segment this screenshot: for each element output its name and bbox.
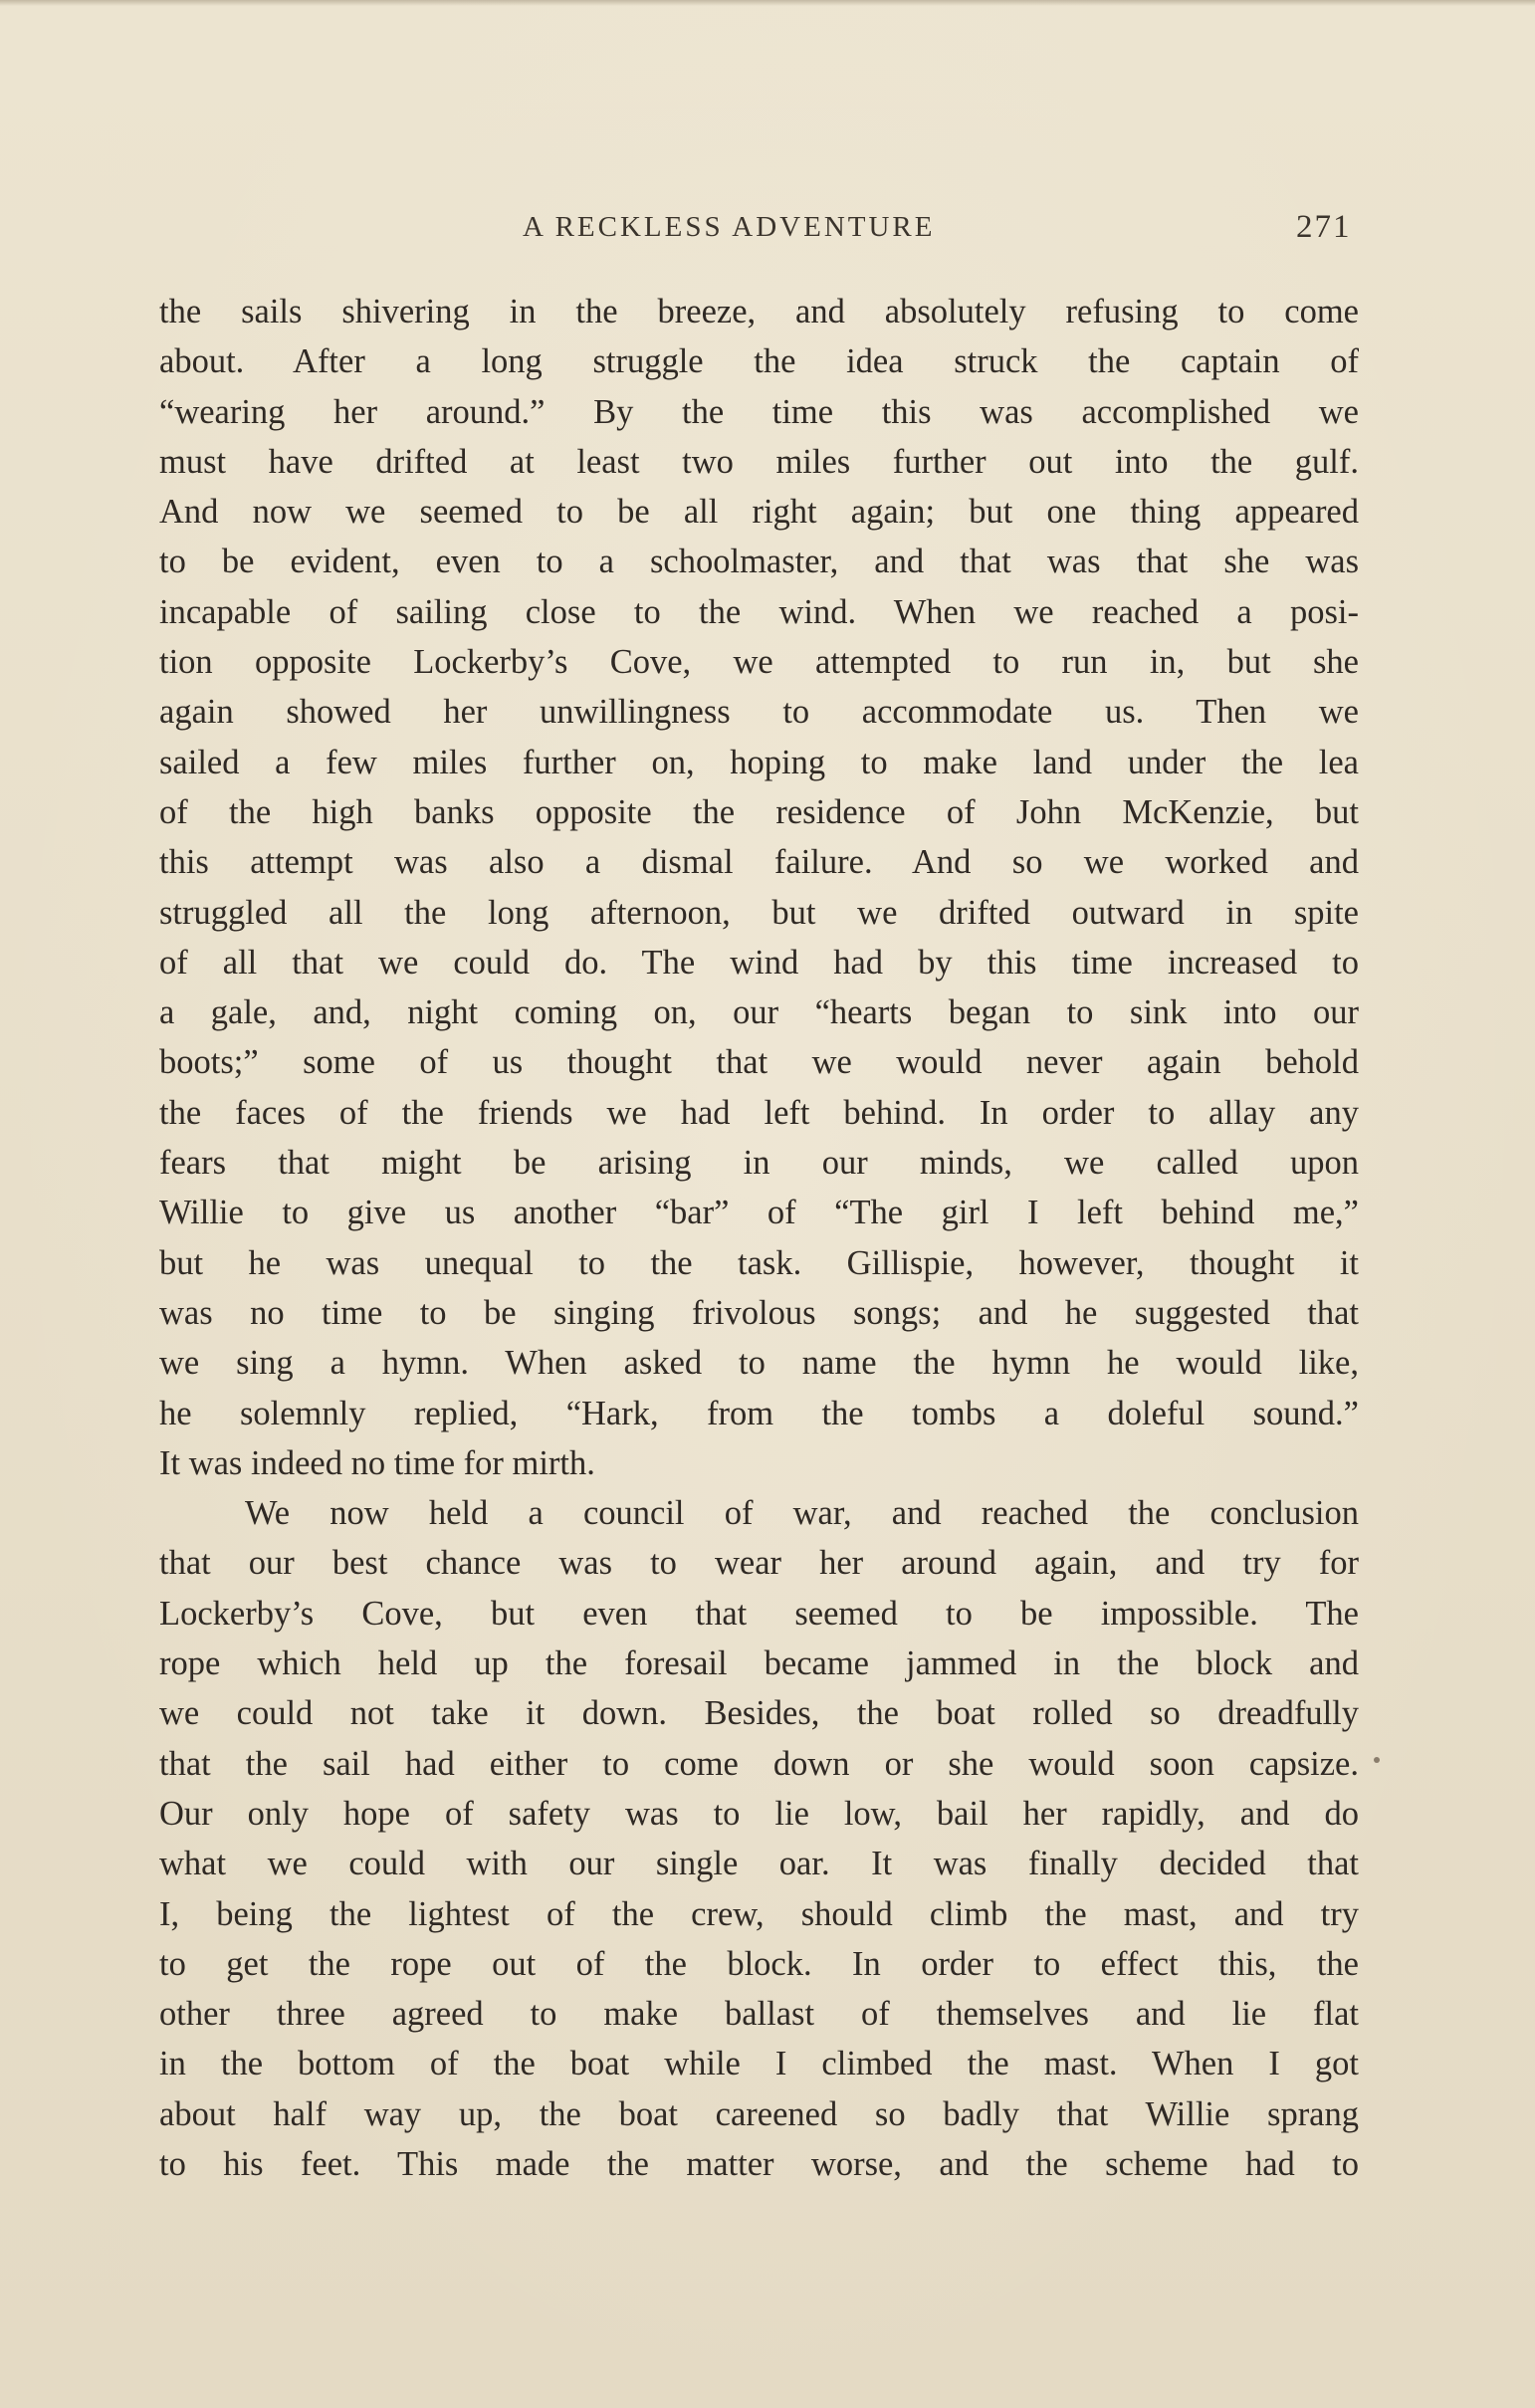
text-line: other three agreed to make ballast of themselves and lie flat: [159, 1995, 1359, 2034]
text-line: must have drifted at least two miles further out into the gulf.: [159, 442, 1359, 481]
text-line: he solemnly replied, “Hark, from the tombs a doleful sound.”: [159, 1394, 1359, 1432]
text-line: in the bottom of the boat while I climbed the mast. When I got: [159, 2045, 1359, 2083]
text-line: Lockerby’s Cove, but even that seemed to be impossible. The: [159, 1594, 1359, 1633]
text-line: Our only hope of safety was to lie low, bail her rapidly, and do: [159, 1794, 1359, 1833]
text-line: again showed her unwillingness to accommodate us. Then we: [159, 693, 1359, 732]
text-line: about half way up, the boat careened so badly that Willie sprang: [159, 2094, 1359, 2133]
text-line: the faces of the friends we had left behind. In order to allay any: [159, 1093, 1359, 1132]
paragraph-end-line: It was indeed no time for mirth.: [159, 1443, 595, 1482]
text-line: to be evident, even to a schoolmaster, and that was that she was: [159, 543, 1359, 581]
text-line: “wearing her around.” By the time this was accomplished we: [159, 392, 1359, 431]
text-line: the sails shivering in the breeze, and absolutely refusing to come: [159, 293, 1359, 330]
running-head: [159, 207, 1354, 257]
text-line: that the sail had either to come down or she would soon capsize.: [159, 1744, 1359, 1783]
text-line: fears that might be arising in our minds, we called upon: [159, 1144, 1359, 1183]
text-line: tion opposite Lockerby’s Cove, we attempted to run in, but she: [159, 643, 1359, 682]
body-text: [159, 287, 1359, 2189]
text-line: a gale, and, night coming on, our “hearts began to sink into our: [159, 993, 1359, 1032]
text-line: Willie to give us another “bar” of “The girl I left behind me,”: [159, 1194, 1359, 1232]
text-line: boots;” some of us thought that we would never again behold: [159, 1043, 1359, 1082]
text-line: I, being the lightest of the crew, should climb the mast, and try: [159, 1894, 1359, 1933]
text-line: to get the rope out of the block. In order to effect this, the: [159, 1944, 1359, 1983]
text-line: sailed a few miles further on, hoping to make land under the lea: [159, 743, 1359, 781]
paragraph-start-line: We now held a council of war, and reached the conclusion: [245, 1494, 1359, 1533]
text-line: of the high banks opposite the residence of John McKenzie, but: [159, 792, 1359, 831]
page-top-edge-shadow: [0, 0, 1535, 6]
text-line: this attempt was also a dismal failure. And so we worked and: [159, 843, 1359, 882]
text-line: And now we seemed to be all right again; but one thing appeared: [159, 493, 1359, 532]
running-title: A RECKLESS ADVENTURE: [523, 211, 936, 243]
text-line: what we could with our single oar. It was finally decided that: [159, 1845, 1359, 1883]
text-line: of all that we could do. The wind had by this time increased to: [159, 943, 1359, 982]
text-line: that our best chance was to wear her around again, and try for: [159, 1544, 1359, 1583]
ink-speck: [1374, 1757, 1380, 1763]
text-line: we sing a hymn. When asked to name the hymn he would like,: [159, 1344, 1359, 1383]
page-number: 271: [1296, 209, 1352, 245]
text-line: to his feet. This made the matter worse, and the scheme had to: [159, 2144, 1359, 2183]
text-line: struggled all the long afternoon, but we drifted outward in spite: [159, 893, 1359, 932]
text-line: was no time to be singing frivolous songs; and he suggested that: [159, 1293, 1359, 1332]
text-line: we could not take it down. Besides, the boat rolled so dreadfully: [159, 1694, 1359, 1733]
text-line: rope which held up the foresail became jammed in the block and: [159, 1644, 1359, 1683]
text-line: incapable of sailing close to the wind. When we reached a posi-: [159, 592, 1359, 631]
text-line: but he was unequal to the task. Gillispie, however, thought it: [159, 1243, 1359, 1282]
text-line: about. After a long struggle the idea struck the captain of: [159, 342, 1359, 381]
